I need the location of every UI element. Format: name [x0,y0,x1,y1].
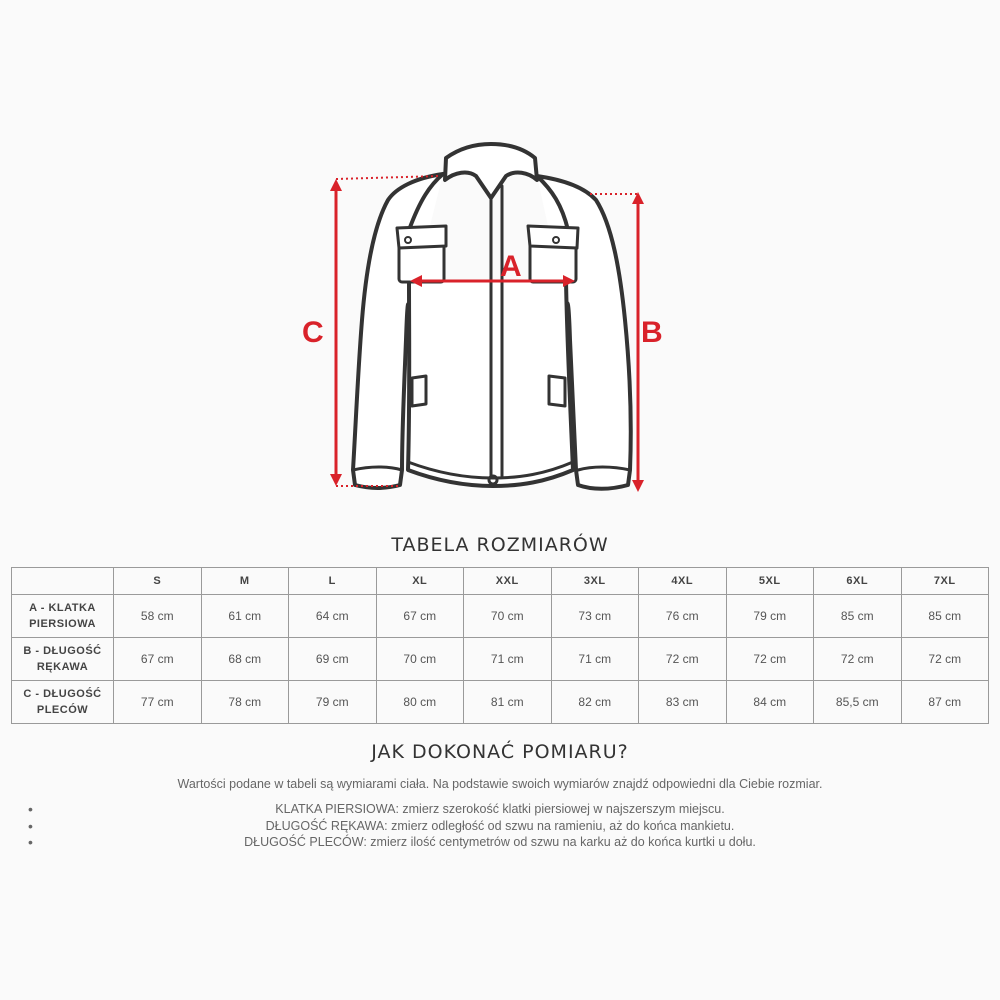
back-arrow-bottom-head [330,474,342,486]
table-cell: 64 cm [289,595,377,638]
size-header: 7XL [901,568,989,595]
size-header: S [114,568,202,595]
sleeve-arrow-bottom-head [632,480,644,492]
table-cell: 71 cm [551,638,639,681]
table-cell: 61 cm [201,595,289,638]
size-table-title: TABELA ROZMIARÓW [391,534,609,556]
table-cell: 70 cm [464,595,552,638]
list-item [0,801,1000,818]
row-label: B - DŁUGOŚĆ RĘKAWA [12,638,114,681]
size-header: M [201,568,289,595]
table-cell: 81 cm [464,681,552,724]
table-row-sleeve [12,638,989,681]
table-header-row [12,568,989,595]
table-cell: 79 cm [289,681,377,724]
table-cell: 77 cm [114,681,202,724]
how-to-intro: Wartości podane w tabeli są wymiarami ciała. Na podstawie swoich wymiarów znajdź odpowiedni dla Ciebie rozmiar. [177,777,823,791]
tip-text: DŁUGOŚĆ RĘKAWA: zmierz odległość od szwu na ramieniu, aż do końca mankietu. [265,818,735,833]
size-header: 6XL [814,568,902,595]
table-cell: 72 cm [901,638,989,681]
back-arrow-top-head [330,179,342,191]
bullet-icon: • [28,817,33,834]
list-item [0,834,1000,851]
marker-b: B [641,316,663,349]
size-table [11,567,989,724]
measurement-tips-list [0,801,1000,851]
size-header: 5XL [726,568,814,595]
table-cell: 67 cm [376,595,464,638]
marker-c: C [302,316,324,349]
table-cell: 72 cm [814,638,902,681]
table-cell: 87 cm [901,681,989,724]
tip-text: DŁUGOŚĆ PLECÓW: zmierz ilość centymetrów od szwu na karku aż do końca kurtki u dołu. [244,835,756,849]
size-header: 3XL [551,568,639,595]
right-lower-pocket [549,376,565,406]
collar [445,144,537,198]
size-header: XXL [464,568,552,595]
table-cell: 69 cm [289,638,377,681]
size-header: 4XL [639,568,727,595]
sleeve-arrow-top-head [632,192,644,204]
left-lower-pocket [412,376,426,406]
size-header: L [289,568,377,595]
table-cell: 67 cm [114,638,202,681]
table-cell: 85,5 cm [814,681,902,724]
bullet-icon: • [28,801,33,817]
row-label: A - KLATKA PIERSIOWA [12,595,114,638]
bullet-icon: • [28,834,33,850]
table-cell: 82 cm [551,681,639,724]
table-cell: 85 cm [901,595,989,638]
table-row-chest [12,595,989,638]
table-cell: 70 cm [376,638,464,681]
right-pocket-flap [528,226,578,248]
table-cell: 84 cm [726,681,814,724]
left-pocket-flap [397,226,446,248]
table-cell: 78 cm [201,681,289,724]
table-cell: 71 cm [464,638,552,681]
how-to-measure-title: JAK DOKONAĆ POMIARU? [371,741,629,763]
table-corner-cell [12,568,114,595]
row-label: C - DŁUGOŚĆ PLECÓW [12,681,114,724]
table-cell: 79 cm [726,595,814,638]
table-cell: 85 cm [814,595,902,638]
table-cell: 73 cm [551,595,639,638]
size-header: XL [376,568,464,595]
tip-text: KLATKA PIERSIOWA: zmierz szerokość klatki piersiowej w najszerszym miejscu. [275,802,725,816]
table-cell: 72 cm [726,638,814,681]
table-cell: 72 cm [639,638,727,681]
jacket-outline [353,144,631,489]
table-cell: 80 cm [376,681,464,724]
marker-a: A [500,250,522,283]
table-cell: 68 cm [201,638,289,681]
list-item [0,818,1000,835]
table-cell: 83 cm [639,681,727,724]
table-row-back [12,681,989,724]
table-cell: 76 cm [639,595,727,638]
table-cell: 58 cm [114,595,202,638]
